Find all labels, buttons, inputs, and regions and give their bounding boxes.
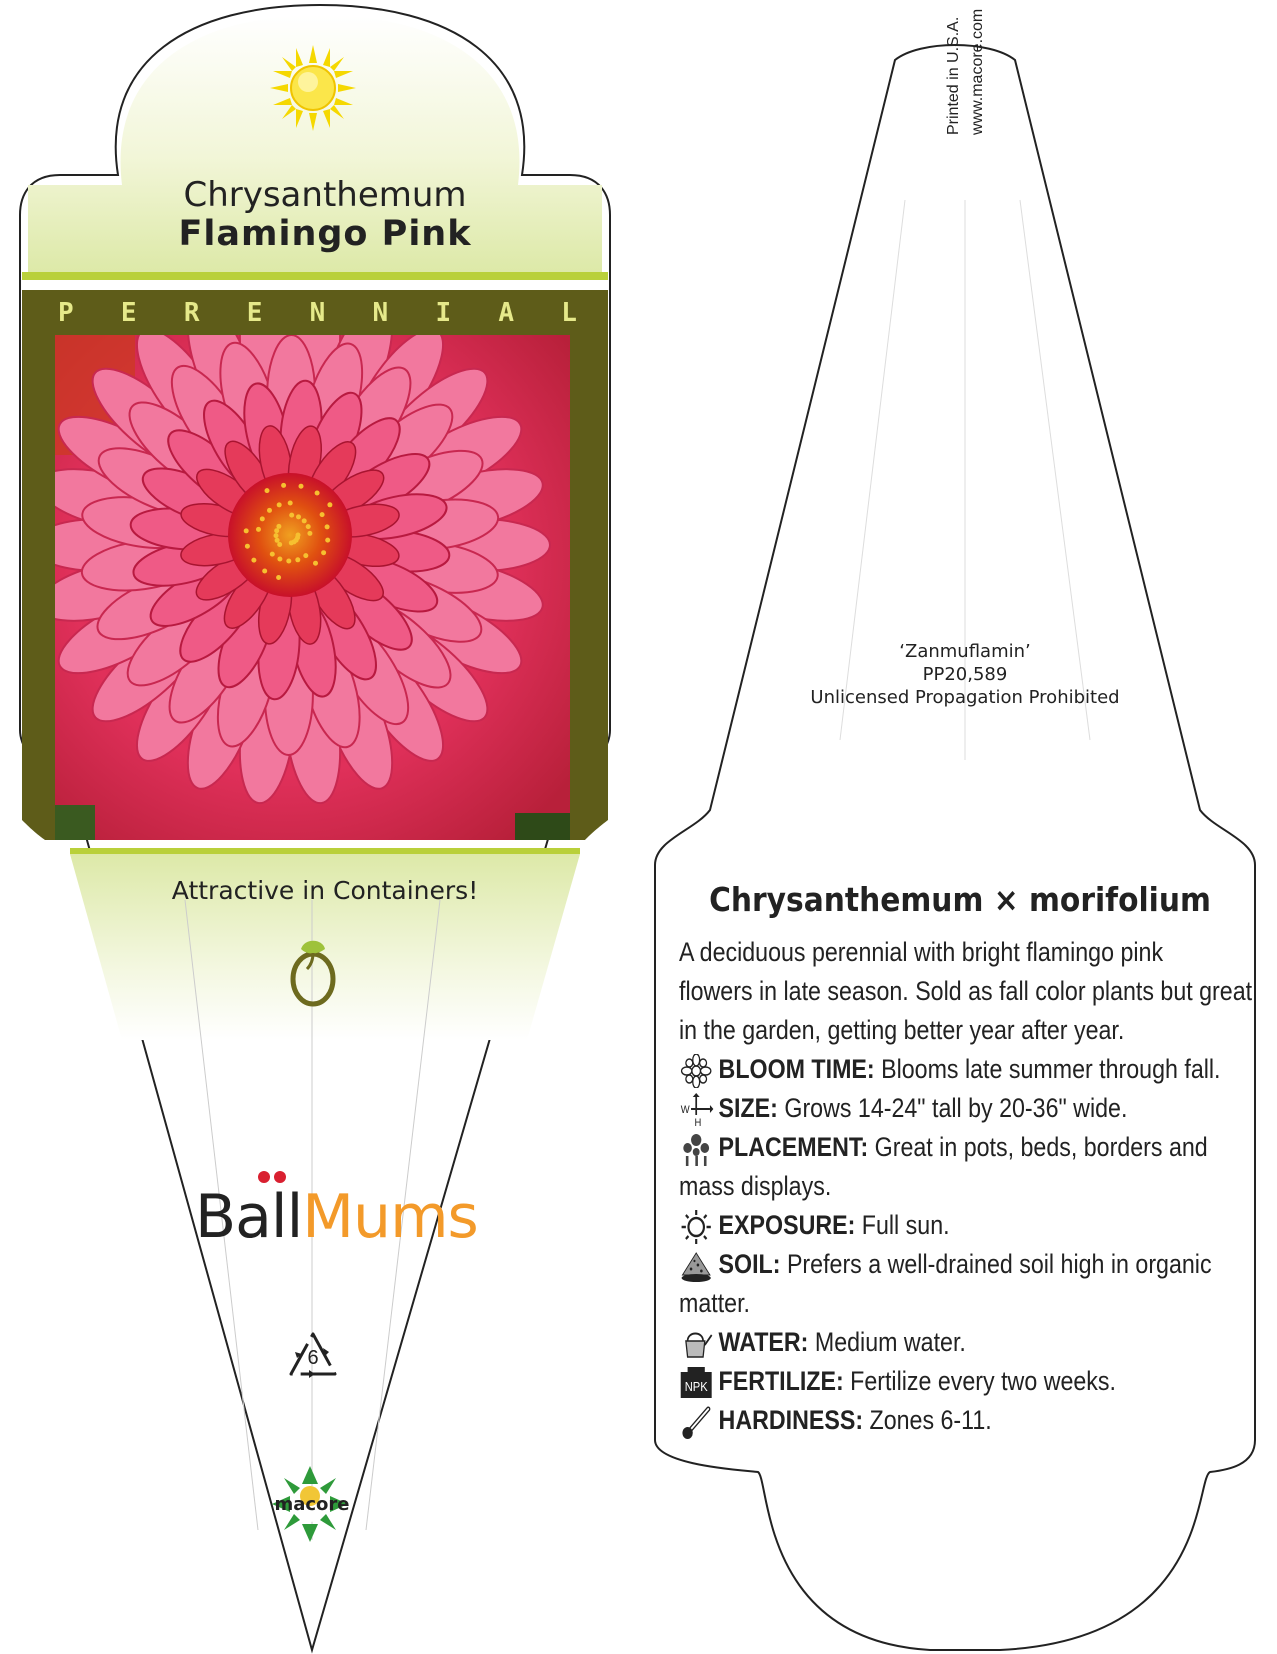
stamen [295,557,300,562]
description-line: in the garden, getting better year after year. [679,1015,1125,1045]
category-letter: E [120,298,137,328]
recycle-number: 6 [307,1347,319,1369]
stamen [274,533,279,538]
stamen [277,557,282,562]
front-lower-band [70,848,580,854]
website-text: www.macore.com [969,8,986,135]
ball-seed-logo-icon [285,935,341,1007]
stamen [276,575,281,580]
category-letter: P [58,298,74,328]
stamen [299,484,304,489]
plant-variety-name: Flamingo Pink [178,214,472,254]
thermometer-icon [679,1405,713,1439]
attribute-hardiness [679,1401,1277,1440]
flower-photo [55,335,570,840]
size-icon-w: W [680,1104,690,1117]
category-letter: A [498,298,514,328]
hardiness-label: HARDINESS: [718,1405,864,1435]
exposure-label: EXPOSURE: [718,1210,856,1240]
stamen [277,502,282,507]
stamen [313,561,318,566]
stamen [267,508,272,513]
stamen [307,531,312,536]
patent-block [740,640,1190,709]
description-line: A deciduous perennial with bright flamingo pink [679,937,1164,967]
stamen [276,524,281,529]
stamen [274,528,279,533]
stamen [275,538,280,543]
placement-label: PLACEMENT: [718,1132,869,1162]
attribute-exposure [679,1206,1277,1245]
print-info [942,9,990,135]
description-line: flowers in late season. Sold as fall color plants but great [679,976,1253,1006]
water-label: WATER: [718,1327,809,1357]
exposure-value: Full sun. [861,1210,950,1240]
stamen [325,524,330,529]
plant-slogan: Attractive in Containers! [171,876,479,905]
placement-value-cont: mass displays. [679,1171,832,1201]
stamen [315,491,320,496]
npk-icon-text: NPK [684,1379,708,1395]
plant-description [679,933,1272,1050]
size-icon [679,1093,713,1127]
category-label [22,298,607,328]
stamen [306,524,311,529]
size-value: Grows 14-24" tall by 20-36" wide. [784,1093,1128,1123]
stamen [303,553,308,558]
stamen [289,540,294,545]
watering-can-icon [679,1327,713,1361]
category-letter: N [309,298,326,328]
brand-mums-text: Mums [302,1182,478,1252]
sun-icon [679,1210,713,1244]
water-value: Medium water. [814,1327,966,1357]
bloom-time-label: BLOOM TIME: [718,1054,875,1084]
hardiness-value: Zones 6-11. [869,1405,992,1435]
soil-value: Prefers a well-drained soil high in organic [786,1249,1212,1279]
attribute-size [679,1089,1277,1128]
stamen [302,518,307,523]
propagation-notice: Unlicensed Propagation Prohibited [810,687,1120,708]
size-label: SIZE: [718,1093,778,1123]
sun-icon [270,45,356,131]
stamen [262,569,267,574]
stamen [277,542,282,547]
category-letter: L [561,298,577,328]
attribute-soil [679,1245,1277,1323]
patent-number: PP20,589 [922,664,1008,685]
attribute-bloom-time [679,1050,1277,1089]
botanical-name: Chrysanthemum × morifolium [709,880,1211,919]
stamen [256,527,261,532]
stamen [321,550,326,555]
stamen [320,512,325,517]
category-letter: E [246,298,263,328]
brand-logo [195,1182,478,1252]
category-letter: I [435,298,452,328]
bloom-time-value: Blooms late summer through fall. [881,1054,1221,1084]
attribute-fertilize [679,1362,1277,1401]
fertilize-label: FERTILIZE: [718,1366,844,1396]
npk-icon [679,1366,713,1400]
category-letter: R [183,298,200,328]
category-letter: N [372,298,389,328]
stamen [244,528,249,533]
stamen [251,558,256,563]
stamen [260,516,265,521]
attribute-water [679,1323,1277,1362]
soil-value-cont: matter. [679,1288,750,1318]
stamen [245,544,250,549]
stamen [327,502,332,507]
stamen [296,514,301,519]
fertilize-value: Fertilize every two weeks. [850,1366,1116,1396]
stamen [281,483,286,488]
stamen [325,538,330,543]
stamen [270,552,275,557]
brand-ball-text: Ball [195,1182,303,1252]
placement-value: Great in pots, beds, borders and [874,1132,1208,1162]
size-icon-h: H [694,1117,702,1127]
placement-icon [679,1132,713,1166]
cultivar-name: ‘Zanmuflamin’ [899,641,1031,662]
stamen [286,559,291,564]
stamen [289,513,294,518]
printed-in-text: Printed in U.S.A. [945,16,962,135]
attribute-placement [679,1128,1277,1206]
macore-logo-text: macore [274,1494,350,1515]
flower-icon [679,1054,713,1088]
stamen [288,501,293,506]
stamen [265,488,270,493]
front-green-band [22,272,608,280]
plant-common-name: Chrysanthemum [183,175,467,215]
soil-label: SOIL: [718,1249,781,1279]
soil-icon [679,1249,713,1283]
